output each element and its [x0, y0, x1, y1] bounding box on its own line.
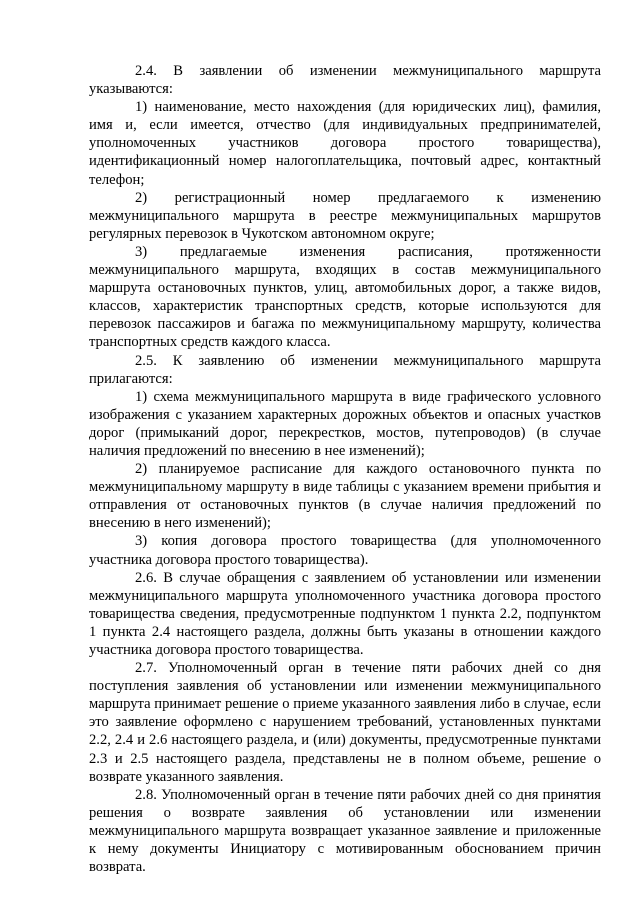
paragraph-2-8: 2.8. Уполномоченный орган в течение пяти рабочих дней со дня принятия решения о возврате заявления об установлении или изменении межмуниципального маршрута возвращает указанное заявление и приложенные к нему документы Инициатору с мотивированным обоснованием причин возврата.: [89, 786, 601, 876]
paragraph-2-7: 2.7. Уполномоченный орган в течение пяти рабочих дней со дня поступления заявления об установлении или изменении межмуниципального маршрута принимает решение о приеме указанного заявления либо в случае, если это заявление оформлено с нарушением требований, установленных пунктами 2.2, 2.4 и 2.6 настоящего раздела, и (или) документы, предусмотренные пунктами 2.3 и 2.5 настоящего раздела, представлены не в полном объеме, решение о возврате указанного заявления.: [89, 660, 601, 785]
paragraph-2-4-item-3: 3) предлагаемые изменения расписания, протяженности межмуниципального маршрута, входящих в состав межмуниципального маршрута остановочных пунктов, улиц, автомобильных дорог, а также видов, классов, характеристик транспортных средств, которые используются для перевозок пассажиров и багажа по межмуниципальному маршруту, количества транспортных средств каждого класса.: [89, 243, 601, 351]
paragraph-2-5-item-2: 2) планируемое расписание для каждого остановочного пункта по межмуниципальному маршруту в виде таблицы с указанием времени прибытия и отправления от остановочных пунктов (в случае наличия предложений по внесению в него изменений);: [89, 461, 601, 532]
paragraph-2-4-item-2: 2) регистрационный номер предлагаемого к изменению межмуниципального маршрута в реестре межмуниципальных маршрутов регулярных перевозок в Чукотском автономном округе;: [89, 189, 601, 242]
paragraph-2-4-item-1: 1) наименование, место нахождения (для юридических лиц), фамилия, имя и, если имеется, отчество (для индивидуальных предпринимателей, уполномоченных участников договора простого товарищества), идентификационный номер налогоплательщика, почтовый адрес, контактный телефон;: [89, 99, 601, 188]
document-page: [89, 62, 601, 876]
paragraph-2-6: 2.6. В случае обращения с заявлением об установлении или изменении межмуниципального маршрута уполномоченного участника договора простого товарищества сведения, предусмотренные подпунктом 1 пункта 2.2, подпунктом 1 пункта 2.4 настоящего раздела, должны быть указаны в отношении каждого участника договора простого товарищества.: [89, 569, 601, 658]
paragraph-2-5: 2.5. К заявлению об изменении межмуниципального маршрута прилагаются:: [89, 352, 601, 387]
paragraph-2-5-item-1: 1) схема межмуниципального маршрута в виде графического условного изображения с указанием характерных дорожных объектов и опасных участков дорог (примыканий дорог, перекрестков, мостов, путепроводов) (в случае наличия предложений по внесению в нее изменений);: [89, 388, 601, 459]
paragraph-2-5-item-3: 3) копия договора простого товарищества (для уполномоченного участника договора простого товарищества).: [89, 533, 601, 568]
paragraph-2-4: 2.4. В заявлении об изменении межмуниципального маршрута указываются:: [89, 63, 601, 98]
